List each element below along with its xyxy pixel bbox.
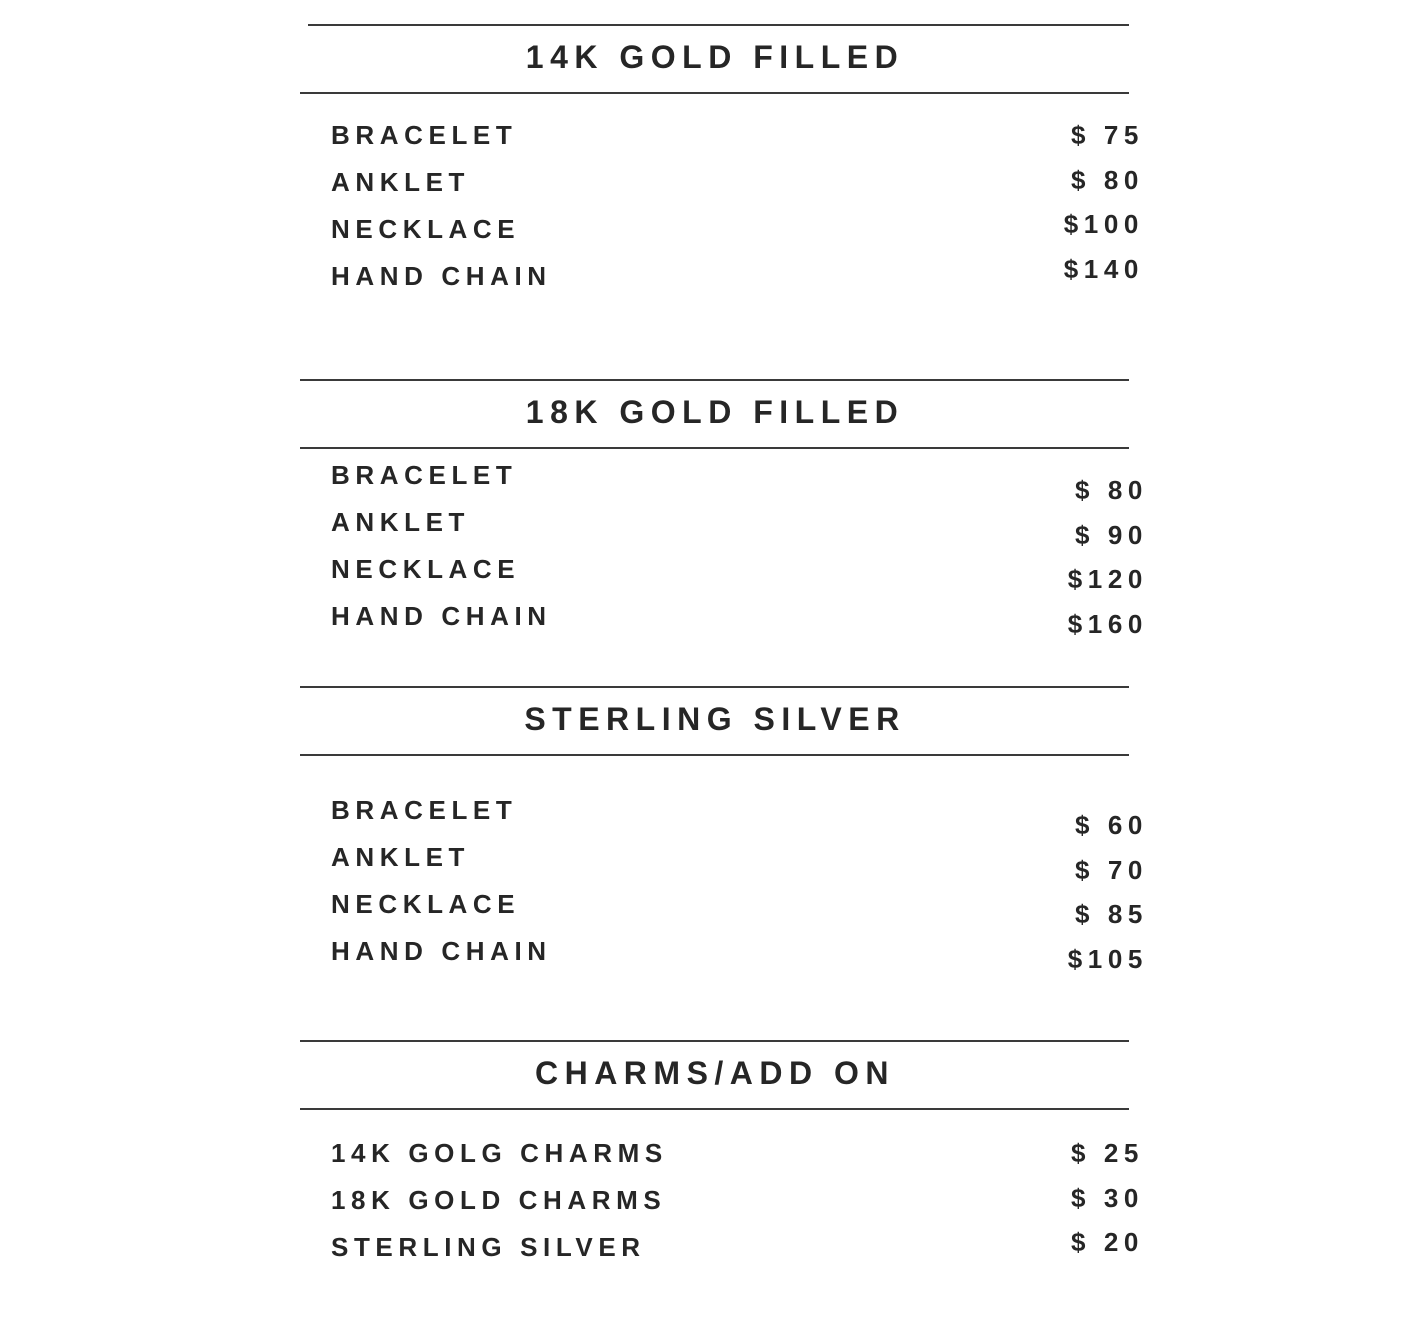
item-name-bracelet: BRACELET bbox=[331, 795, 518, 825]
section-bottom-rule bbox=[300, 1108, 1129, 1110]
item-name-necklace: NECKLACE bbox=[331, 554, 521, 584]
section-bottom-rule bbox=[300, 447, 1129, 449]
item-name-hand-chain: HAND CHAIN bbox=[331, 261, 552, 291]
section-bottom-rule bbox=[300, 92, 1129, 94]
item-price-hand-chain: $160 bbox=[1067, 609, 1148, 639]
section-top-rule bbox=[300, 379, 1129, 381]
item-name-necklace: NECKLACE bbox=[331, 214, 521, 244]
item-price-bracelet: $ 75 bbox=[1070, 120, 1144, 150]
item-price-necklace: $ 85 bbox=[1074, 899, 1148, 929]
item-price-necklace: $120 bbox=[1067, 564, 1148, 594]
item-price-18k-gold-charms: $ 30 bbox=[1070, 1183, 1144, 1213]
section-title-14k-gold-filled: 14K GOLD FILLED bbox=[525, 39, 905, 75]
item-price-14k-golg-charms: $ 25 bbox=[1070, 1138, 1144, 1168]
item-name-anklet: ANKLET bbox=[331, 167, 471, 197]
item-price-hand-chain: $105 bbox=[1067, 944, 1148, 974]
section-top-rule bbox=[300, 686, 1129, 688]
item-price-necklace: $100 bbox=[1063, 209, 1144, 239]
item-name-14k-golg-charms: 14K GOLG CHARMS bbox=[331, 1138, 668, 1168]
section-top-rule bbox=[300, 1040, 1129, 1042]
section-title-18k-gold-filled: 18K GOLD FILLED bbox=[525, 394, 905, 430]
section-top-rule bbox=[308, 24, 1129, 26]
item-name-sterling-silver: STERLING SILVER bbox=[331, 1232, 646, 1262]
item-name-18k-gold-charms: 18K GOLD CHARMS bbox=[331, 1185, 667, 1215]
item-price-anklet: $ 90 bbox=[1074, 520, 1148, 550]
item-price-bracelet: $ 60 bbox=[1074, 810, 1148, 840]
section-title-sterling-silver: STERLING SILVER bbox=[524, 701, 906, 737]
item-name-necklace: NECKLACE bbox=[331, 889, 521, 919]
item-name-bracelet: BRACELET bbox=[331, 120, 518, 150]
item-price-bracelet: $ 80 bbox=[1074, 475, 1148, 505]
item-price-hand-chain: $140 bbox=[1063, 254, 1144, 284]
item-name-hand-chain: HAND CHAIN bbox=[331, 601, 552, 631]
item-price-sterling-silver: $ 20 bbox=[1070, 1227, 1144, 1257]
item-price-anklet: $ 70 bbox=[1074, 855, 1148, 885]
item-name-bracelet: BRACELET bbox=[331, 460, 518, 490]
item-name-anklet: ANKLET bbox=[331, 507, 471, 537]
item-name-hand-chain: HAND CHAIN bbox=[331, 936, 552, 966]
section-title-charms-add-on: CHARMS/ADD ON bbox=[534, 1055, 896, 1091]
section-bottom-rule bbox=[300, 754, 1129, 756]
item-price-anklet: $ 80 bbox=[1070, 165, 1144, 195]
item-name-anklet: ANKLET bbox=[331, 842, 471, 872]
